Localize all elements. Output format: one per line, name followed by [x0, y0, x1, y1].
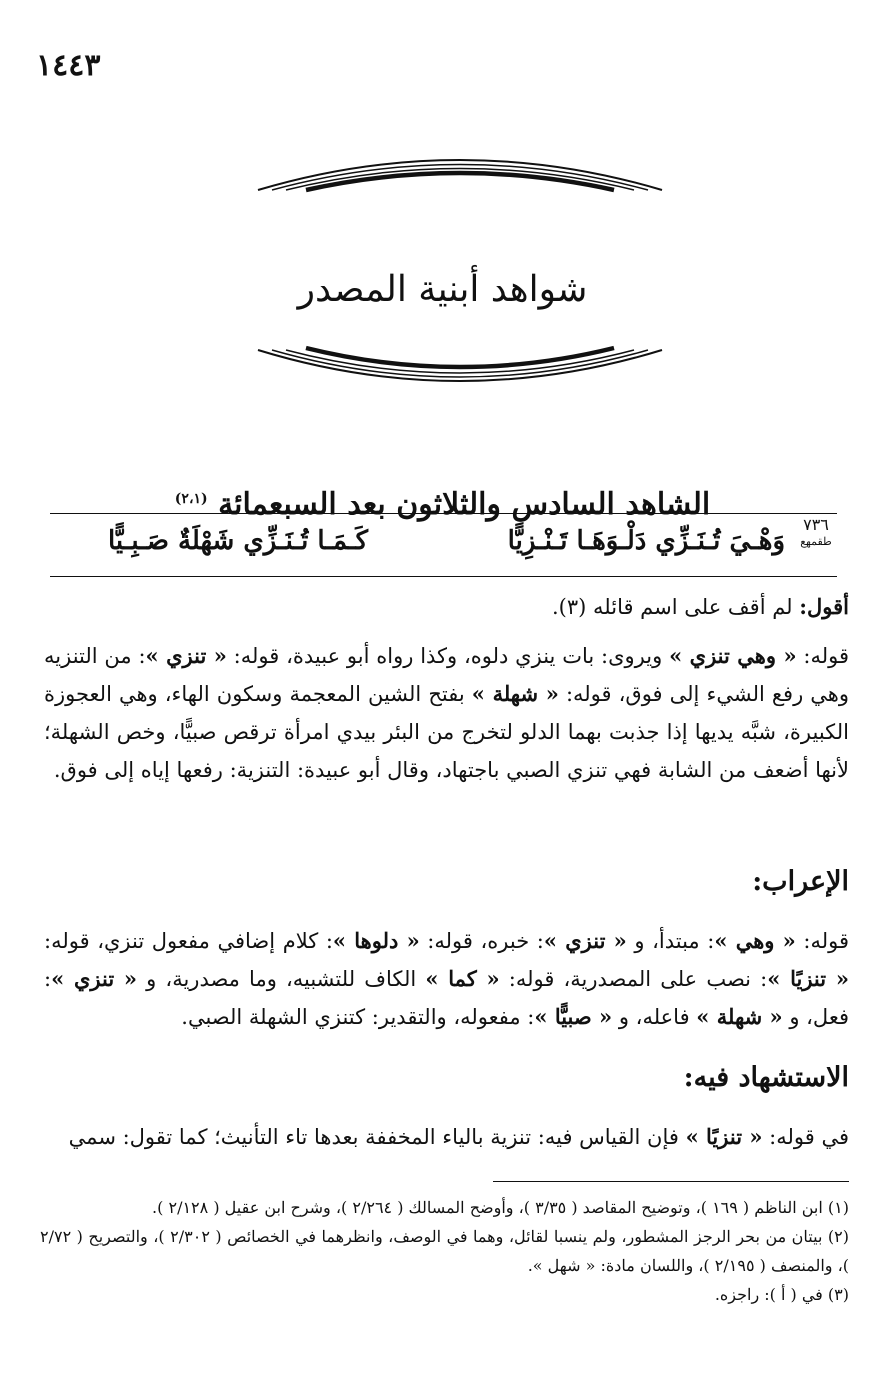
- footnote-1: (١) ابن الناظم ( ١٦٩ )، وتوضيح المقاصد ( ٣/٣٥ )، وأوضح المسالك ( ٢/٢٦٤ )، وشرح ابن عقيل ( ٢/١٢٨ ).: [152, 1198, 849, 1217]
- verse-number-value: ٧٣٦: [803, 515, 829, 534]
- footnote-3: (٣) في ( أ ): راجزه.: [714, 1285, 849, 1304]
- aqool-label: أقول:: [799, 594, 849, 619]
- aqool-paragraph: [44, 588, 849, 626]
- irab-text: : خبره، قوله:: [419, 929, 544, 953]
- istishhad-paragraph: [44, 1118, 849, 1156]
- irab-heading: الإعراب:: [752, 866, 849, 897]
- irab-text: الكاف للتشبيه، وما مصدرية، و: [137, 967, 426, 991]
- irab-paragraph: [44, 922, 849, 1036]
- irab-text: قوله:: [795, 929, 850, 953]
- irab-keyword: « تنزي »: [51, 966, 138, 991]
- irab-keyword: « تنزيًا »: [767, 966, 849, 991]
- istishhad-text: في قوله:: [762, 1125, 849, 1149]
- irab-keyword: « تنزي »: [543, 928, 627, 953]
- irab-keyword: « صبيًّا »: [534, 1004, 613, 1029]
- commentary-text: بفتح الشين المعجمة وسكون الهاء، وهي العجوزة الكبيرة، شبَّه يديها إذا جذبت بهما الدلو لتخرج من البئر بيدي امرأة ترقص صبيًّا، وخص الشهلة؛ لأنها أضعف من الشابة فهي تنزي الصبي باجتهاد، وقال أبو عبيدة: التنزية: رفعها إياه إلى فوق.: [44, 682, 849, 782]
- verse-second-hemistich: كَـمَـا تُـنَـزِّي شَهْلَةٌ صَـبِـيًّا: [108, 526, 368, 556]
- verse-first-hemistich: وَهْـيَ تُـنَـزِّي دَلْـوَهَـا تَـنْـزِيًّا: [507, 526, 785, 556]
- verse-bottom-rule: [50, 576, 837, 577]
- shahid-heading-text: الشاهد السادس والثلاثون بعد السبعمائة: [218, 486, 711, 522]
- commentary-keyword: « تنزي »: [145, 643, 227, 668]
- commentary-text: : من التنزيه وهي رفع الشيء إلى فوق، قوله:: [44, 644, 849, 706]
- shahid-heading: [120, 487, 765, 522]
- irab-keyword: « شهلة »: [696, 1004, 783, 1029]
- aqool-text: لم أقف على اسم قائله (٣).: [551, 595, 800, 619]
- istishhad-keyword: « تنزيًا »: [685, 1124, 763, 1149]
- decorative-arc-ornament-icon: [250, 140, 670, 200]
- irab-text: : كلام إضافي مفعول تنزي، قوله:: [44, 929, 333, 953]
- commentary-text: ويروى: بات ينزي دلوه، وكذا رواه أبو عبيدة، قوله:: [226, 644, 670, 668]
- verse-number: [789, 517, 843, 547]
- page-number: ١٤٤٣: [36, 48, 101, 83]
- decorative-arc-ornament-icon: [250, 342, 670, 402]
- commentary-paragraph: [44, 637, 849, 789]
- irab-text: : نصب على المصدرية، قوله:: [499, 967, 768, 991]
- chapter-title: شواهد أبنية المصدر: [297, 269, 588, 311]
- irab-text: : فعل، و: [44, 967, 849, 1029]
- irab-keyword: « كما »: [425, 966, 500, 991]
- commentary-keyword: « شهلة »: [471, 681, 559, 706]
- verse-meter-label: طقمهع: [800, 535, 832, 548]
- commentary-keyword: « وهي تنزي »: [669, 643, 797, 668]
- istishhad-heading: الاستشهاد فيه:: [683, 1062, 849, 1093]
- istishhad-text: فإن القياس فيه: تنزية بالياء المخففة بعدها تاء التأنيث؛ كما تقول: سمي: [68, 1125, 686, 1149]
- shahid-heading-footnote-ref: (٢،١): [174, 490, 208, 507]
- footnotes: [40, 1193, 849, 1309]
- verse-top-rule: [50, 513, 837, 514]
- footnote-separator: [493, 1181, 849, 1182]
- irab-text: فاعله، و: [612, 1005, 697, 1029]
- commentary-text: قوله:: [796, 644, 850, 668]
- irab-keyword: « دلوها »: [332, 928, 420, 953]
- irab-text: : مبتدأ، و: [626, 929, 715, 953]
- irab-keyword: « وهي »: [714, 928, 796, 953]
- footnote-2: (٢) بيتان من بحر الرجز المشطور، ولم ينسبا لقائل، وهما في الوصف، وانظرهما في الخصائص ( ٢/٣٠٢ )، والتصريح ( ٢/٧٢ )، والمنصف ( ٢/١٩٥ )، واللسان مادة: « شهل ».: [40, 1227, 849, 1275]
- irab-text: : مفعوله، والتقدير: كتنزي الشهلة الصبي.: [181, 1005, 535, 1029]
